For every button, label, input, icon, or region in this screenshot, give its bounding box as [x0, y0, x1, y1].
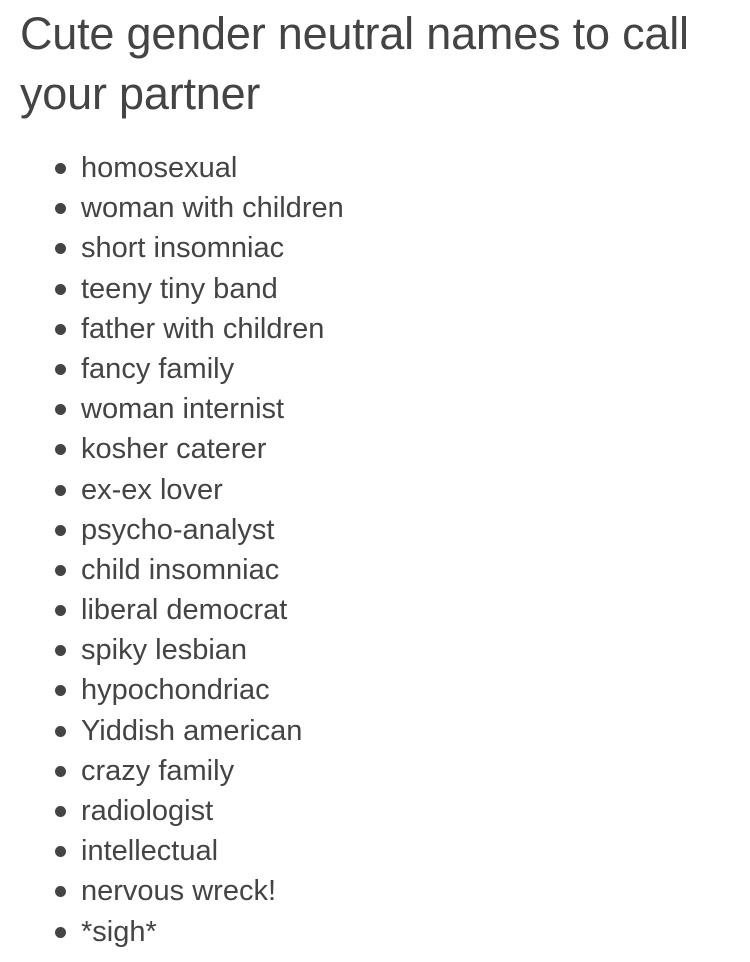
name-list	[0, 148, 700, 952]
list-item-text: teeny tiny band	[81, 272, 278, 305]
list-item-text: father with children	[81, 312, 325, 345]
list-item-text: Yiddish american	[81, 714, 303, 747]
list-item	[0, 309, 700, 349]
list-item	[0, 349, 700, 389]
list-item-text: woman with children	[81, 192, 344, 225]
list-item	[0, 389, 700, 429]
list-item	[0, 228, 700, 268]
list-item-text: child insomniac	[81, 553, 280, 586]
list-item-text: woman internist	[81, 393, 285, 426]
bullet-icon	[55, 404, 66, 415]
bullet-icon	[55, 203, 66, 214]
list-item-text: psycho-analyst	[81, 513, 275, 546]
list-item-text: *sigh*	[81, 915, 157, 948]
list-item	[0, 590, 700, 630]
list-item-text: kosher caterer	[81, 433, 267, 466]
bullet-icon	[55, 565, 66, 576]
list-item	[0, 269, 700, 309]
list-item-text: ex-ex lover	[81, 473, 223, 506]
list-item	[0, 751, 700, 791]
list-item	[0, 831, 700, 871]
bullet-icon	[55, 685, 66, 696]
bullet-icon	[55, 364, 66, 375]
list-item-text: fancy family	[81, 352, 235, 385]
list-item	[0, 791, 700, 831]
list-item	[0, 510, 700, 550]
bullet-icon	[55, 846, 66, 857]
list-item-text: crazy family	[81, 754, 235, 787]
list-item-text: spiky lesbian	[81, 634, 248, 667]
bullet-icon	[55, 927, 66, 938]
list-item	[0, 871, 700, 911]
list-item-text: intellectual	[81, 835, 219, 868]
list-item-text: homosexual	[81, 152, 238, 184]
list-item	[0, 912, 700, 952]
bullet-icon	[55, 163, 66, 174]
list-item-text: hypochondriac	[81, 674, 270, 707]
list-item	[0, 670, 700, 710]
list-item	[0, 188, 700, 228]
list-item	[0, 630, 700, 670]
bullet-icon	[55, 886, 66, 897]
list-item-text: short insomniac	[81, 232, 285, 265]
bullet-icon	[55, 284, 66, 295]
list-item	[0, 711, 700, 751]
bullet-icon	[55, 444, 66, 455]
list-item	[0, 550, 700, 590]
list-item-text: nervous wreck!	[81, 875, 277, 908]
bullet-icon	[55, 605, 66, 616]
bullet-icon	[55, 806, 66, 817]
list-item	[0, 148, 700, 188]
bullet-icon	[55, 766, 66, 777]
list-item	[0, 429, 700, 469]
bullet-icon	[55, 485, 66, 496]
bullet-icon	[55, 525, 66, 536]
post-title: Cute gender neutral names to call your partner	[20, 8, 689, 119]
list-item-text: radiologist	[81, 795, 214, 827]
bullet-icon	[55, 645, 66, 656]
bullet-icon	[55, 726, 66, 737]
bullet-icon	[55, 324, 66, 335]
list-item	[0, 470, 700, 510]
bullet-icon	[55, 243, 66, 254]
list-item-text: liberal democrat	[81, 594, 288, 627]
